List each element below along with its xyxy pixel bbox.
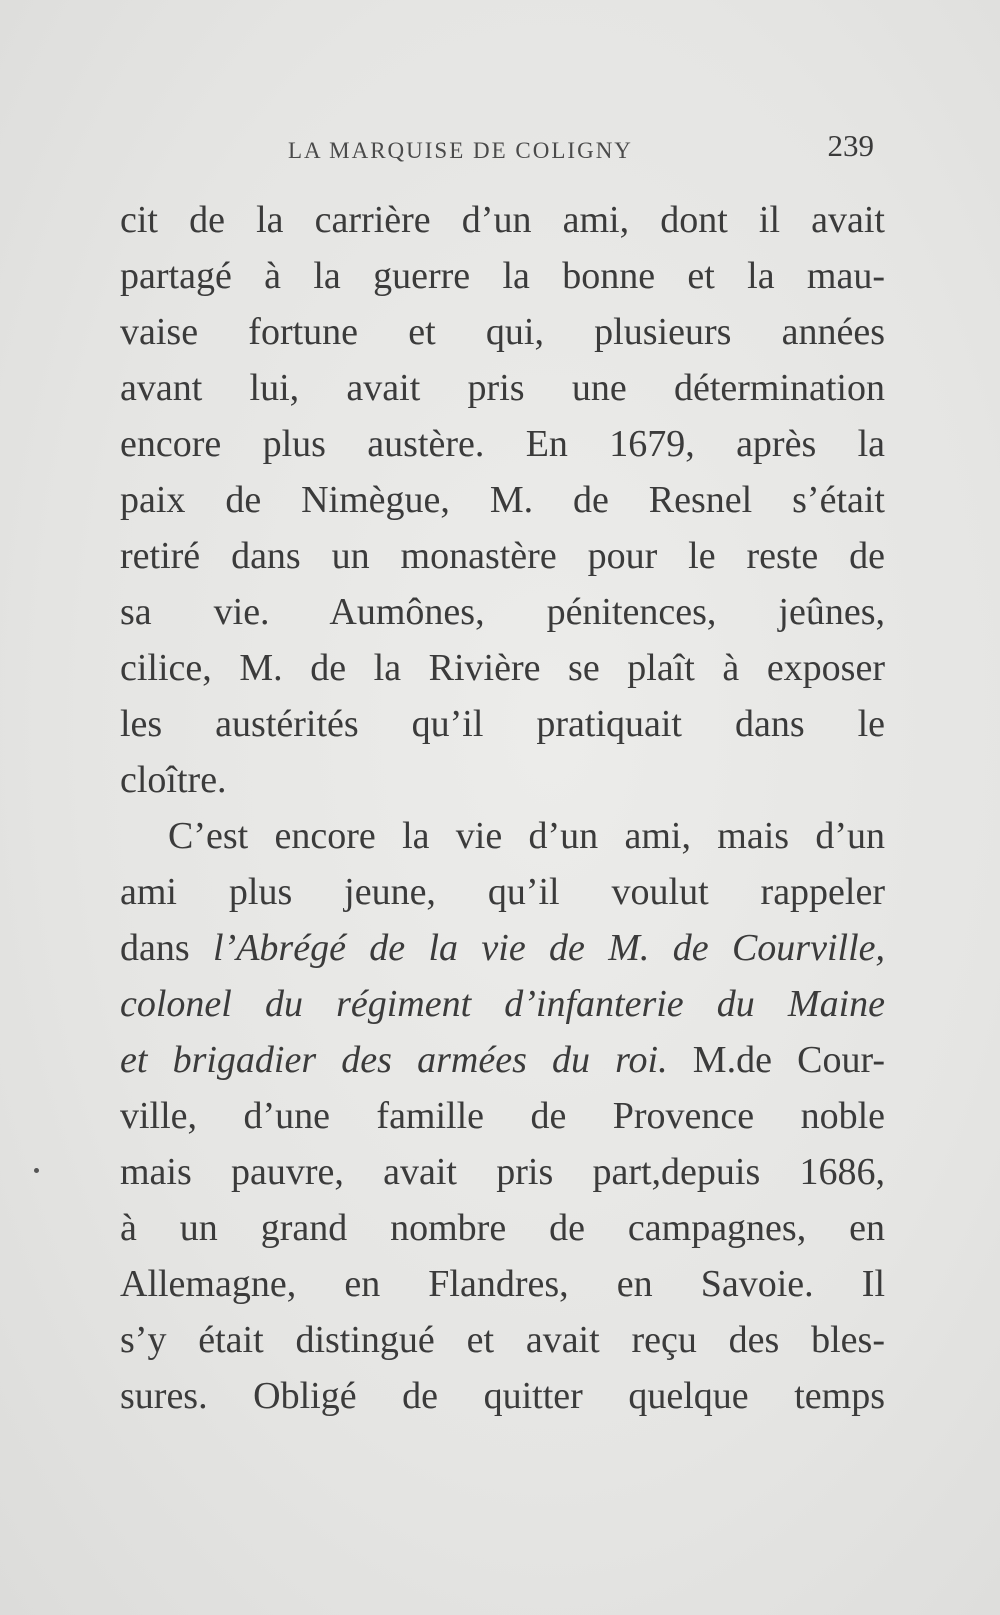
text-line: s’y était distingué et avait reçu des bles-	[120, 1319, 885, 1361]
italic-title-text: et brigadier des armées du roi.	[120, 1039, 668, 1081]
text-line: les austérités qu’il pratiquait dans le	[120, 703, 885, 745]
italic-title-text: l’Abrégé de la vie de M. de Courville,	[213, 927, 885, 969]
text-line: Allemagne, en Flandres, en Savoie. Il	[120, 1263, 885, 1305]
text-line: mais pauvre, avait pris part,depuis 1686,	[120, 1151, 885, 1193]
margin-speck	[34, 1168, 39, 1173]
text-line: retiré dans un monastère pour le reste de	[120, 535, 885, 577]
text-line: cloître.	[120, 759, 227, 801]
text-line: avant lui, avait pris une détermination	[120, 367, 885, 409]
text-line: cit de la carrière d’un ami, dont il avait	[120, 199, 885, 241]
running-title: LA MARQUISE DE COLIGNY	[288, 138, 633, 163]
roman-text: dans	[120, 927, 213, 969]
text-line: partagé à la guerre la bonne et la mau-	[120, 255, 885, 297]
text-line: sa vie. Aumônes, pénitences, jeûnes,	[120, 591, 885, 633]
text-line: encore plus austère. En 1679, après la	[120, 423, 885, 465]
roman-text: M.de Cour-	[667, 1039, 885, 1081]
body-text	[120, 192, 885, 1424]
text-line: ville, d’une famille de Provence noble	[120, 1095, 885, 1137]
text-line: paix de Nimègue, M. de Resnel s’était	[120, 479, 885, 521]
italic-title-line: colonel du régiment d’infanterie du Maine	[120, 983, 885, 1025]
text-line: vaise fortune et qui, plusieurs années	[120, 311, 885, 353]
text-line: sures. Obligé de quitter quelque temps	[120, 1375, 885, 1417]
text-line	[120, 920, 885, 976]
paragraph-start-line: C’est encore la vie d’un ami, mais d’un	[168, 815, 885, 857]
text-line	[120, 1032, 885, 1088]
text-line: à un grand nombre de campagnes, en	[120, 1207, 885, 1249]
text-line: ami plus jeune, qu’il voulut rappeler	[120, 871, 885, 913]
page-number: 239	[827, 128, 874, 163]
running-head	[120, 128, 880, 168]
text-line: cilice, M. de la Rivière se plaît à exposer	[120, 647, 885, 689]
